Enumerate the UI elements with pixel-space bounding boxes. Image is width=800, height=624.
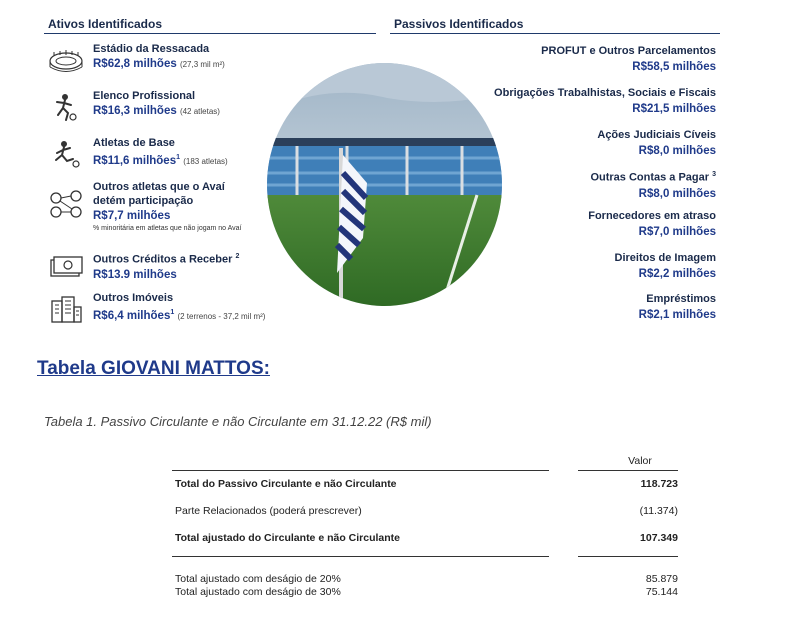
table-row-value: 75.144 <box>645 586 678 598</box>
liability-image-rights <box>615 251 716 283</box>
table-row-label: Total do Passivo Circulante e não Circulante <box>175 478 397 490</box>
liability-name: PROFUT e Outros Parcelamentos <box>541 45 716 57</box>
liability-other-payables <box>590 167 716 203</box>
table-rule-right-2 <box>578 556 678 557</box>
table-row-label: Total ajustado com deságio de 20% <box>175 573 341 585</box>
table-row-label: Total ajustado do Circulante e não Circulante <box>175 532 401 544</box>
liability-value: R$58,5 milhões <box>632 61 716 73</box>
liability-name: Direitos de Imagem <box>614 252 716 264</box>
asset-name: Elenco Profissional <box>93 90 196 102</box>
table-row-label: Total ajustado com deságio de 30% <box>175 586 341 598</box>
asset-name: Outros Imóveis <box>93 292 174 304</box>
table-row-label: Parte Relacionados (poderá prescrever) <box>175 505 362 517</box>
asset-value: R$13.9 milhões <box>93 268 177 281</box>
liability-name: Fornecedores em atraso <box>588 210 716 222</box>
table-row-value: 85.879 <box>645 573 678 585</box>
liability-value: R$8,0 milhões <box>638 145 716 157</box>
people-network-icon <box>48 190 84 218</box>
assets-header: Ativos Identificados <box>48 17 163 31</box>
assets-header-rule <box>44 33 376 34</box>
liability-name: Empréstimos <box>646 293 716 305</box>
table-rule-right <box>578 470 678 471</box>
soccer-player-icon <box>48 93 84 121</box>
liability-value: R$8,0 milhões <box>638 187 716 200</box>
asset-subnote: % minoritária em atletas que não jogam no Avaí <box>93 225 242 232</box>
table-rule-left-2 <box>172 556 549 557</box>
liability-name: Obrigações Trabalhistas, Sociais e Fiscais <box>494 87 716 99</box>
liability-civil-lawsuits <box>597 128 716 160</box>
liabilities-header-rule <box>390 33 720 34</box>
liability-name: Ações Judiciais Cíveis <box>597 129 716 141</box>
asset-name: Estádio da Ressacada <box>93 43 210 55</box>
asset-name: Atletas de Base <box>93 137 175 149</box>
asset-value: R$6,4 milhões$^1$ (2 terrenos - 37,2 mil m²) <box>93 309 266 322</box>
liability-overdue-suppliers <box>588 209 716 241</box>
liability-value: R$2,1 milhões <box>638 309 716 321</box>
table-rule-left <box>172 470 549 471</box>
liability-profut <box>541 44 716 76</box>
table-row-value: 107.349 <box>640 532 678 544</box>
liabilities-header: Passivos Identificados <box>394 17 524 31</box>
liability-value: R$21,5 milhões <box>632 103 716 115</box>
buildings-icon <box>48 295 84 323</box>
asset-name: Outros atletas que o Avaí <box>93 181 225 193</box>
table-row-value: 118.723 <box>640 478 678 490</box>
liability-labor-tax <box>494 86 716 118</box>
liability-loans <box>639 292 716 324</box>
liability-value: R$2,2 milhões <box>638 268 716 280</box>
stadium-photo <box>267 63 502 306</box>
asset-value: R$7,7 milhões <box>93 210 171 222</box>
stadium-icon <box>48 46 84 74</box>
asset-value: R$62,8 milhões (27,3 mil m²) <box>93 58 225 70</box>
asset-value: R$11,6 milhões$^1$ (183 atletas) <box>93 154 228 167</box>
section-title: Tabela GIOVANI MATTOS: <box>37 358 270 379</box>
liability-value: R$7,0 milhões <box>638 226 716 238</box>
table-row-value: (11.374) <box>639 505 678 517</box>
table-value-header: Valor <box>628 455 652 467</box>
money-bill-icon <box>48 254 84 282</box>
table-caption: Tabela 1. Passivo Circulante e não Circulante em 31.12.22 (R$ mil) <box>44 414 432 429</box>
asset-value: R$16,3 milhões (42 atletas) <box>93 105 220 117</box>
liability-name: Outras Contas a Pagar $^3$ <box>590 171 716 184</box>
asset-name: Outros Créditos a Receber $^2$ <box>93 253 240 266</box>
asset-name-line2: detém participação <box>93 195 194 207</box>
youth-player-icon <box>48 140 84 168</box>
